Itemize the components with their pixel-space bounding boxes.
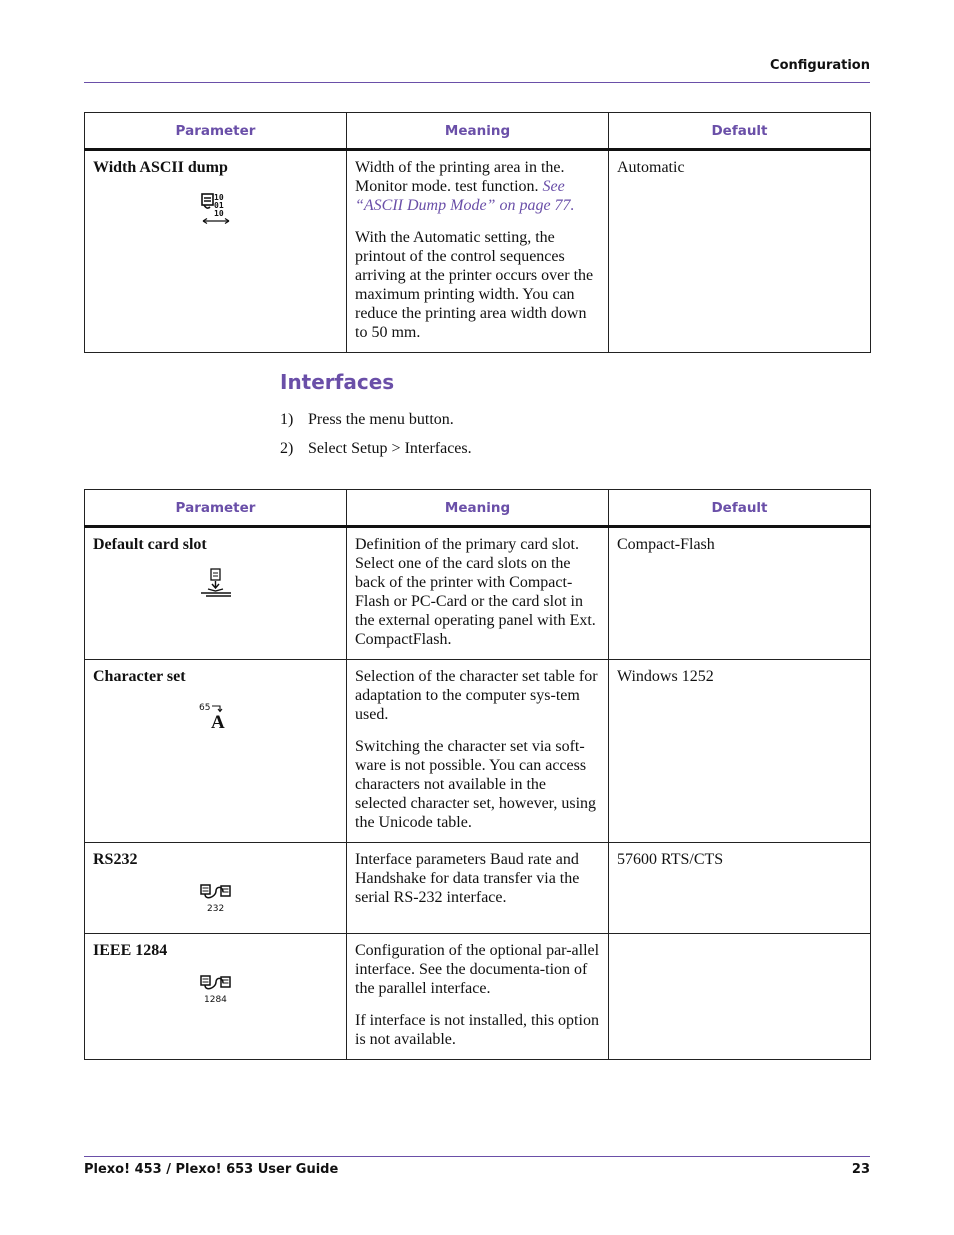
svg-text:10: 10 <box>213 209 224 218</box>
character-set-icon <box>93 700 338 735</box>
parallel-interface-icon <box>93 974 338 1009</box>
meaning-text: Configuration of the optional par-allel interface. See the documenta-tion of the parallel interface. <box>355 942 600 997</box>
running-header: Configuration <box>770 58 870 73</box>
step-item <box>280 410 454 429</box>
default-cell: Windows 1252 <box>609 660 871 843</box>
col-header-default: Default <box>609 490 871 527</box>
col-header-default: Default <box>609 113 871 150</box>
step-number: 1) <box>280 411 294 428</box>
icon-label: 232 <box>206 904 224 913</box>
default-cell: 57600 RTS/CTS <box>609 843 871 934</box>
parameter-name: IEEE 1284 <box>93 942 168 959</box>
meaning-text: Interface parameters Baud rate and Handshake for data transfer via the serial RS-232 interface. <box>355 851 580 906</box>
header-rule <box>84 82 870 83</box>
meaning-cell <box>347 660 609 843</box>
parameter-name: RS232 <box>93 851 138 868</box>
parameter-cell <box>85 660 347 843</box>
col-header-parameter: Parameter <box>85 490 347 527</box>
meaning-cell <box>347 934 609 1060</box>
table-row <box>85 660 871 843</box>
footer-rule <box>84 1156 870 1157</box>
step-number: 2) <box>280 440 294 457</box>
meaning-text: Selection of the character set table for adaptation to the computer sys-tem used. <box>355 668 598 723</box>
footer-title: Plexo! 453 / Plexo! 653 User Guide <box>84 1162 339 1177</box>
default-cell <box>609 934 871 1060</box>
parameter-name: Default card slot <box>93 536 207 553</box>
section-heading: Interfaces <box>280 370 395 394</box>
meaning-cell <box>347 150 609 353</box>
table-row <box>85 527 871 660</box>
meaning-text: Definition of the primary card slot. Select one of the card slots on the back of the printer with Compact-Flash or PC-Card or the card slot in the external operating panel with Ext. CompactFlash. <box>355 536 596 648</box>
parameter-cell <box>85 527 347 660</box>
table-row <box>85 843 871 934</box>
meaning-text: If interface is not installed, this option is not available. <box>355 1012 599 1048</box>
col-header-parameter: Parameter <box>85 113 347 150</box>
meaning-text: Width of the printing area in the. Monitor mode. test function. <box>355 159 565 195</box>
meaning-cell <box>347 527 609 660</box>
page-number: 23 <box>851 1162 870 1177</box>
col-header-meaning: Meaning <box>347 490 609 527</box>
svg-text:A: A <box>210 712 225 730</box>
ascii-dump-width-icon <box>93 191 338 230</box>
card-slot-icon <box>93 568 338 603</box>
svg-text:01: 01 <box>213 201 224 210</box>
step-item <box>280 439 472 458</box>
parameter-name: Width ASCII dump <box>93 159 228 176</box>
default-cell: Automatic <box>609 150 871 353</box>
table-row <box>85 934 871 1060</box>
parameter-cell <box>85 934 347 1060</box>
step-text: Select Setup > Interfaces. <box>308 440 472 457</box>
icon-label: 1284 <box>203 995 227 1004</box>
parameter-cell <box>85 843 347 934</box>
table-row <box>85 150 871 353</box>
col-header-meaning: Meaning <box>347 113 609 150</box>
width-ascii-table <box>84 112 871 353</box>
meaning-cell <box>347 843 609 934</box>
interfaces-table <box>84 489 871 1060</box>
meaning-text: With the Automatic setting, the printout of the control sequences arriving at the printer occurs over the maximum printing width. You can reduce the printing area width down to 50 mm. <box>355 229 594 341</box>
step-text: Press the menu button. <box>308 411 454 428</box>
parameter-name: Character set <box>93 668 186 685</box>
icon-label: 65 <box>198 703 210 713</box>
parameter-cell <box>85 150 347 353</box>
default-cell: Compact-Flash <box>609 527 871 660</box>
cross-reference-link[interactable]: See “ASCII Dump Mode” on page 77. <box>355 178 575 214</box>
meaning-text: Switching the character set via soft-ware is not possible. You can access characters not available in the selected character set, however, using the Unicode table. <box>355 738 597 831</box>
svg-text:10: 10 <box>213 193 224 202</box>
serial-interface-icon <box>93 883 338 918</box>
